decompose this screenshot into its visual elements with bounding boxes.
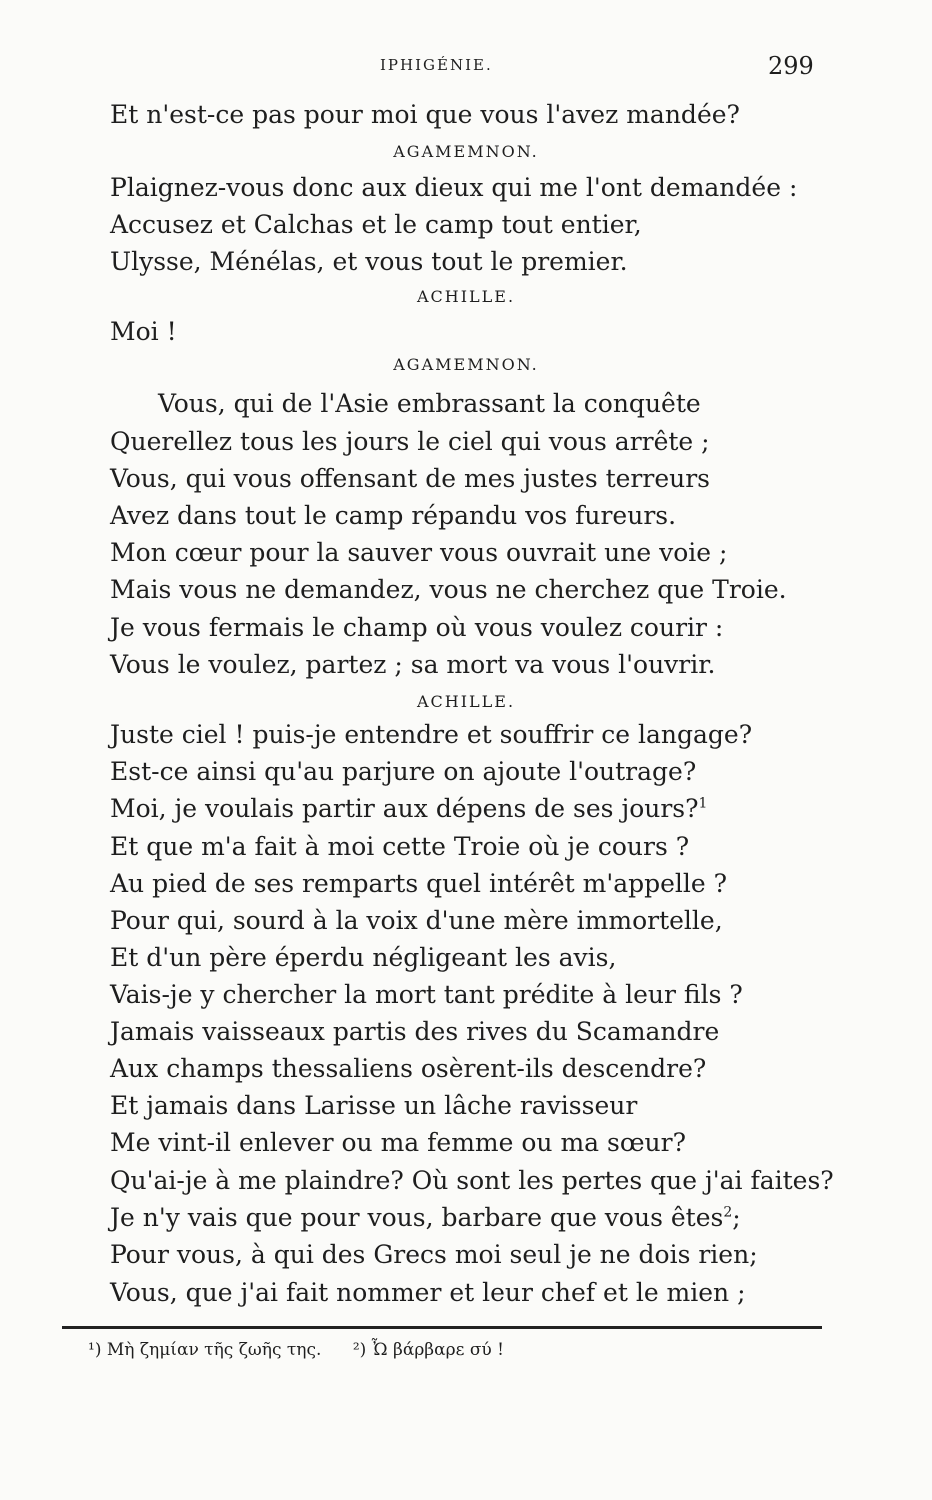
verse-line: Aux champs thessaliens osèrent-ils descendre? bbox=[110, 1054, 707, 1083]
verse-line: Juste ciel ! puis-je entendre et souffrir ce langage? bbox=[110, 720, 753, 749]
verse-line: Vous, qui vous offensant de mes justes terreurs bbox=[110, 464, 711, 493]
verse-line: Je n'y vais que pour vous, barbare que vous êtes$^2$; bbox=[110, 1203, 741, 1232]
verse-line: Qu'ai-je à me plaindre? Où sont les pertes que j'ai faites? bbox=[110, 1166, 834, 1195]
footnotes bbox=[88, 1340, 530, 1360]
verse-line: Et d'un père éperdu négligeant les avis, bbox=[110, 943, 617, 972]
speaker-name: ACHILLE. bbox=[416, 287, 516, 306]
verse-line: Je vous fermais le champ où vous voulez courir : bbox=[110, 613, 724, 642]
verse-line: Et jamais dans Larisse un lâche ravisseur bbox=[110, 1091, 638, 1120]
verse-line: Mais vous ne demandez, vous ne cherchez que Troie. bbox=[110, 575, 787, 604]
speaker-name: AGAMEMNON. bbox=[393, 142, 539, 161]
verse-line: Vous le voulez, partez ; sa mort va vous l'ouvrir. bbox=[110, 650, 716, 679]
verse-line: Et que m'a fait à moi cette Troie où je cours ? bbox=[110, 832, 690, 861]
verse-line: Moi, je voulais partir aux dépens de ses jours?$^1$ bbox=[110, 794, 708, 823]
verse-line: Vous, qui de l'Asie embrassant la conquête bbox=[158, 389, 701, 418]
running-title: IPHIGÉNIE. bbox=[380, 56, 493, 74]
verse-line: Mon cœur pour la sauver vous ouvrait une voie ; bbox=[110, 538, 728, 567]
verse-line: Pour vous, à qui des Grecs moi seul je ne dois rien; bbox=[110, 1240, 758, 1269]
verse-line: Plaignez-vous donc aux dieux qui me l'ont demandée : bbox=[110, 173, 798, 202]
footnote-marker: 2 bbox=[723, 1204, 733, 1221]
speaker-name: AGAMEMNON. bbox=[393, 355, 539, 374]
verse-line: Jamais vaisseaux partis des rives du Scamandre bbox=[110, 1017, 720, 1046]
verse-line: Avez dans tout le camp répandu vos fureurs. bbox=[110, 501, 677, 530]
footnote-rule bbox=[62, 1326, 822, 1329]
verse-line: Moi ! bbox=[110, 317, 177, 346]
footnote: ¹) Μὴ ζημίαν τῆς ζωῆς της. bbox=[88, 1340, 322, 1360]
verse-line: Accusez et Calchas et le camp tout entier, bbox=[110, 210, 642, 239]
page-number: 299 bbox=[768, 52, 814, 80]
speaker-name: ACHILLE. bbox=[416, 692, 516, 711]
verse-line: Vous, que j'ai fait nommer et leur chef et le mien ; bbox=[110, 1278, 746, 1307]
verse-line: Et n'est-ce pas pour moi que vous l'avez mandée? bbox=[110, 100, 740, 129]
verse-line: Est-ce ainsi qu'au parjure on ajoute l'outrage? bbox=[110, 757, 697, 786]
verse-line: Me vint-il enlever ou ma femme ou ma sœur? bbox=[110, 1128, 687, 1157]
verse-line: Vais-je y chercher la mort tant prédite à leur fils ? bbox=[110, 980, 743, 1009]
verse-line: Pour qui, sourd à la voix d'une mère immortelle, bbox=[110, 906, 723, 935]
verse-line: Querellez tous les jours le ciel qui vous arrête ; bbox=[110, 427, 710, 456]
footnote: ²) Ὦ βάρβαρε σύ ! bbox=[352, 1340, 504, 1360]
verse-line: Au pied de ses remparts quel intérêt m'appelle ? bbox=[110, 869, 728, 898]
verse-line: Ulysse, Ménélas, et vous tout le premier. bbox=[110, 247, 628, 276]
footnote-marker: 1 bbox=[698, 795, 708, 812]
